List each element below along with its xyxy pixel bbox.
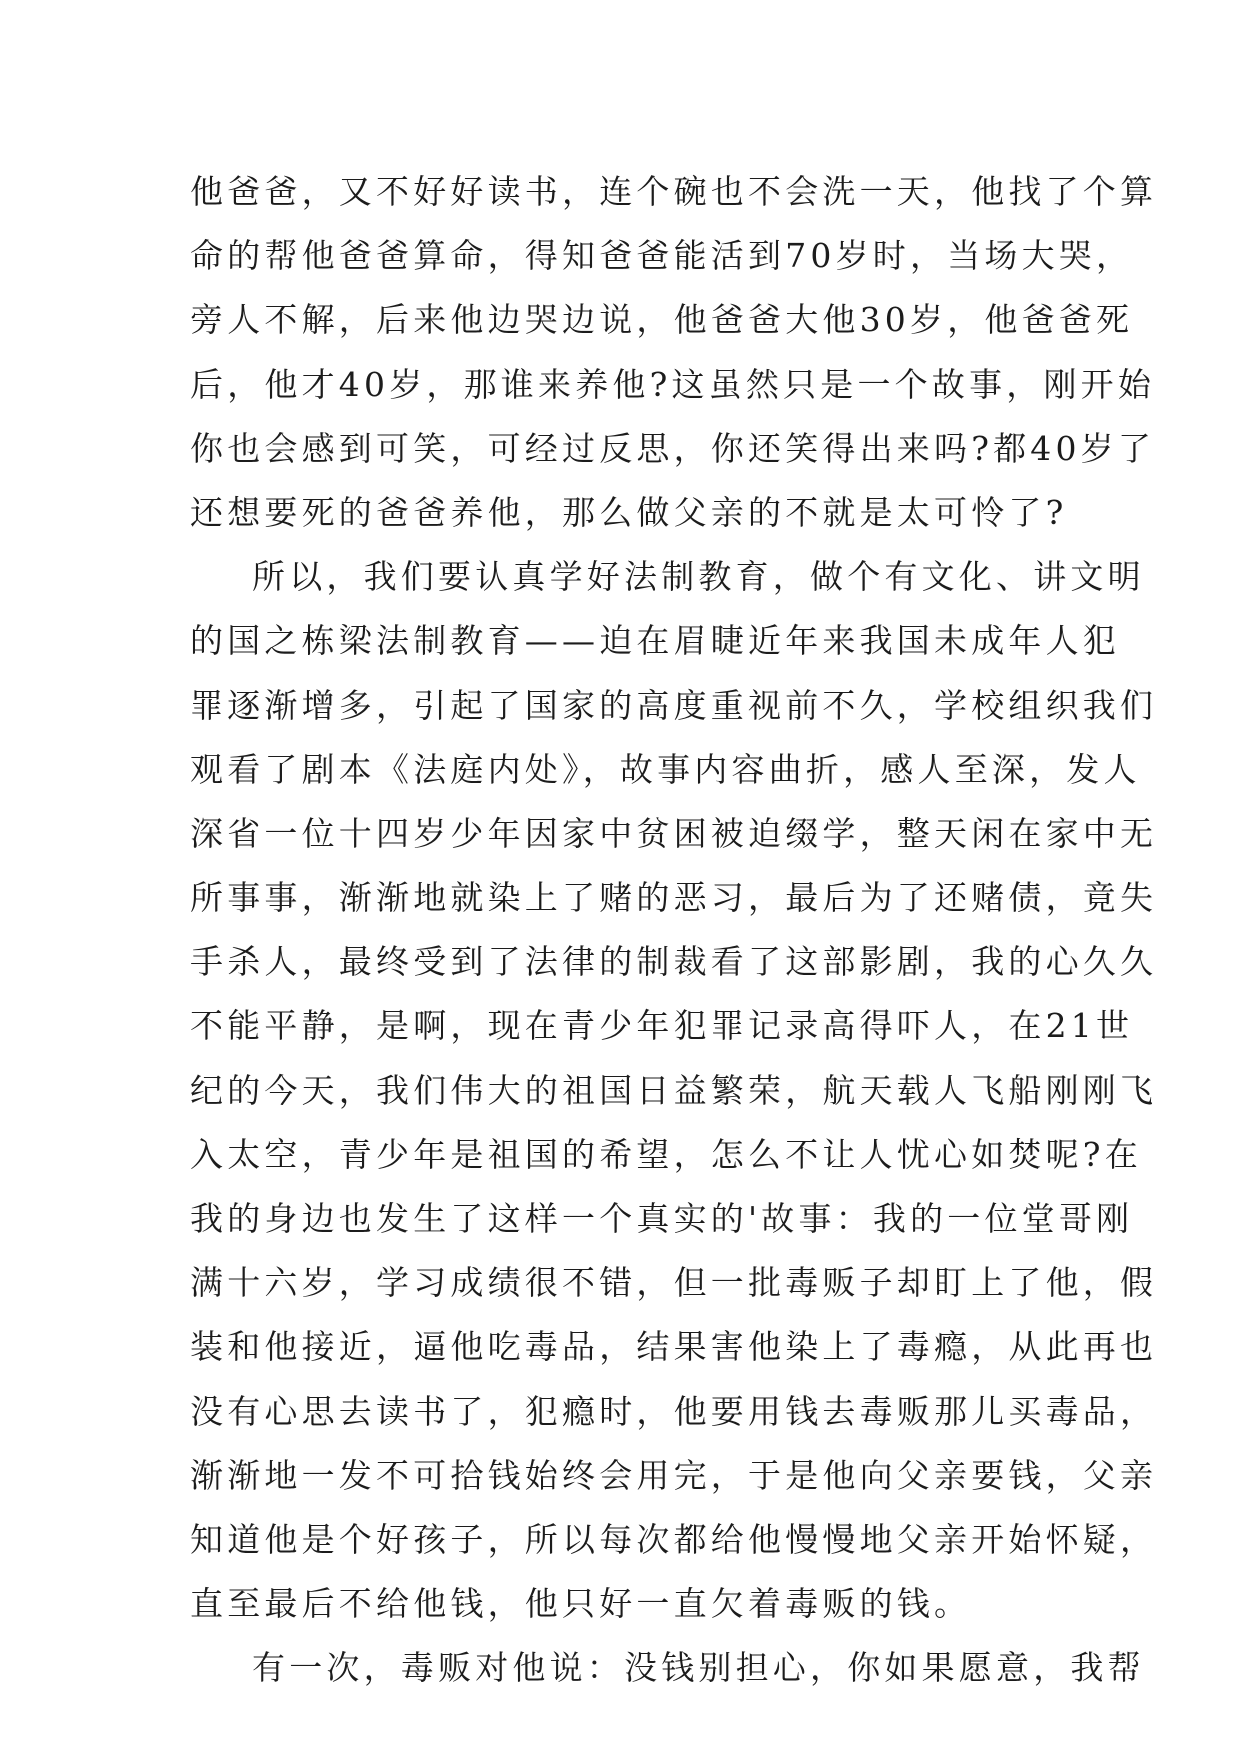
text-line: 旁人不解，后来他边哭边说，他爸爸大他30岁，他爸爸死 <box>190 300 1134 340</box>
text-line: 装和他接近，逼他吃毒品，结果害他染上了毒瘾，从此再也 <box>190 1327 1158 1367</box>
text-line: 没有心思去读书了，犯瘾时，他要用钱去毒贩那儿买毒品， <box>190 1391 1158 1431</box>
text-line: 后，他才40岁，那谁来养他?这虽然只是一个故事，刚开始 <box>190 364 1156 404</box>
text-line: 他爸爸，又不好好读书，连个碗也不会洗一天，他找了个算 <box>190 172 1158 211</box>
text-line: 你也会感到可笑，可经过反思，你还笑得出来吗?都40岁了 <box>190 428 1156 468</box>
document-body-text <box>190 160 1158 1701</box>
text-line: 命的帮他爸爸算命，得知爸爸能活到70岁时，当场大哭， <box>190 236 1134 276</box>
text-line: 还想要死的爸爸养他，那么做父亲的不就是太可怜了? <box>190 492 1068 532</box>
text-line: 满十六岁，学习成绩很不错，但一批毒贩子却盯上了他，假 <box>190 1263 1158 1303</box>
text-line: 我的身边也发生了这样一个真实的'故事：我的一位堂哥刚 <box>190 1199 1134 1238</box>
text-line: 知道他是个好孩子，所以每次都给他慢慢地父亲开始怀疑， <box>190 1519 1158 1559</box>
text-line: 所事事，渐渐地就染上了赌的恶习，最后为了还赌债，竟失 <box>190 878 1158 918</box>
text-line: 入太空，青少年是祖国的希望，怎么不让人忧心如焚呢?在 <box>190 1134 1142 1174</box>
text-line: 纪的今天，我们伟大的祖国日益繁荣，航天载人飞船刚刚飞 <box>190 1070 1158 1110</box>
text-line: 的国之栋梁法制教育——迫在眉睫近年来我国未成年人犯 <box>190 621 1120 661</box>
text-line: 渐渐地一发不可拾钱始终会用完，于是他向父亲要钱，父亲 <box>190 1455 1158 1495</box>
text-line: 深省一位十四岁少年因家中贫困被迫缀学，整天闲在家中无 <box>190 813 1158 853</box>
text-line: 观看了剧本《法庭内处》，故事内容曲折，感人至深，发人 <box>190 749 1141 789</box>
text-line: 直至最后不给他钱，他只好一直欠着毒贩的钱。 <box>190 1584 972 1624</box>
text-line: 手杀人，最终受到了法律的制裁看了这部影剧，我的心久久 <box>190 942 1158 982</box>
text-line: 罪逐渐增多，引起了国家的高度重视前不久，学校组织我们 <box>190 685 1158 725</box>
paragraph-first-line: 所以，我们要认真学好法制教育，做个有文化、讲文明 <box>252 557 1145 597</box>
text-line: 不能平静，是啊，现在青少年犯罪记录高得吓人，在21世 <box>190 1006 1134 1046</box>
paragraph-first-line: 有一次，毒贩对他说：没钱别担心，你如果愿意，我帮 <box>252 1648 1145 1688</box>
